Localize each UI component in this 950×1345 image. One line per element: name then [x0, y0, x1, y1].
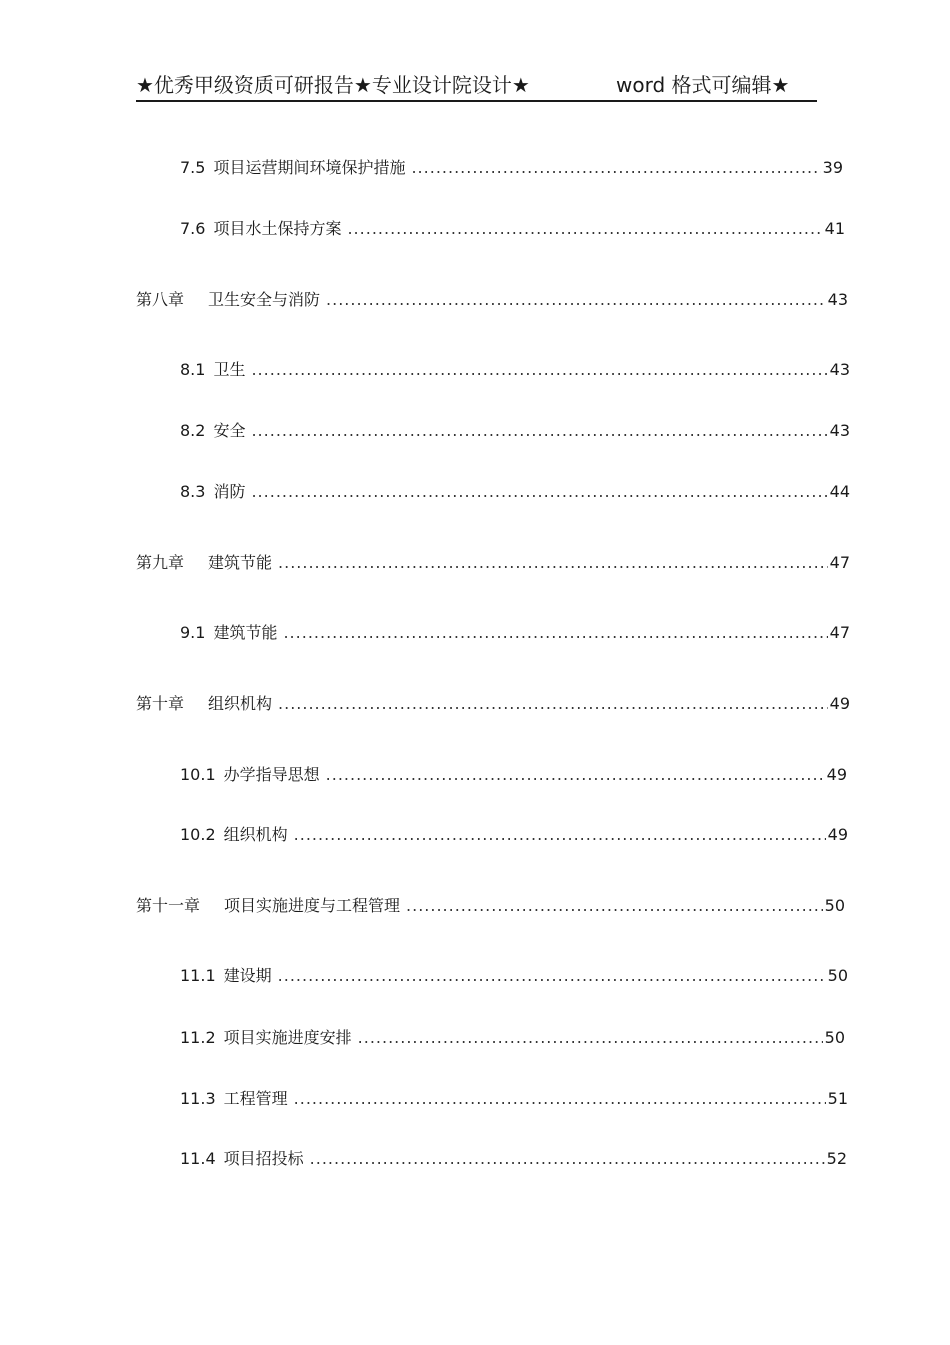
toc-leader-dots [294, 1088, 826, 1110]
toc-number: 11.3 [180, 1089, 216, 1108]
toc-entry-chapter-11[interactable] [136, 895, 845, 917]
toc-page-number: 44 [829, 482, 850, 501]
toc-number: 10.1 [180, 765, 216, 784]
toc-number: 8.1 [180, 360, 206, 379]
toc-number: 8.3 [180, 482, 206, 501]
toc-entry-8-2[interactable] [180, 420, 850, 442]
toc-title: 项目实施进度与工程管理 [224, 896, 401, 915]
toc-page-number: 39 [822, 158, 843, 177]
toc-leader-dots [406, 895, 823, 917]
toc-title: 项目运营期间环境保护措施 [213, 158, 406, 177]
toc-leader-dots [283, 622, 827, 644]
toc-title: 卫生 [213, 360, 246, 379]
toc-entry-11-1[interactable] [180, 965, 848, 987]
toc-number: 第十章 [136, 694, 185, 713]
toc-page-number: 49 [827, 825, 848, 844]
toc-entry-8-3[interactable] [180, 481, 850, 503]
toc-number: 10.2 [180, 825, 216, 844]
toc-title: 安全 [213, 421, 246, 440]
toc-number: 11.2 [180, 1028, 216, 1047]
toc-title: 组织机构 [208, 694, 273, 713]
toc-leader-dots [251, 359, 827, 381]
toc-leader-dots [411, 157, 820, 179]
toc-page-number: 49 [829, 694, 850, 713]
toc-leader-dots [310, 1148, 825, 1170]
toc-entry-chapter-8[interactable] [136, 289, 848, 311]
toc-number: 9.1 [180, 623, 206, 642]
toc-page-number: 47 [829, 553, 850, 572]
toc-leader-dots [358, 1027, 823, 1049]
toc-entry-7-6[interactable] [180, 218, 845, 240]
toc-number: 第八章 [136, 290, 185, 309]
toc-page-number: 47 [829, 623, 850, 642]
toc-number: 第九章 [136, 553, 185, 572]
toc-leader-dots [278, 552, 828, 574]
toc-entry-11-3[interactable] [180, 1088, 848, 1110]
header-right-text: word 格式可编辑★ [616, 73, 790, 97]
toc-title: 项目实施进度安排 [223, 1028, 352, 1047]
toc-entry-chapter-9[interactable] [136, 552, 850, 574]
toc-entry-11-2[interactable] [180, 1027, 845, 1049]
toc-leader-dots [278, 693, 828, 715]
toc-number: 8.2 [180, 421, 206, 440]
header-left-text: ★优秀甲级资质可研报告★专业设计院设计★ [136, 73, 530, 97]
toc-title: 项目水土保持方案 [213, 219, 342, 238]
toc-title: 组织机构 [223, 825, 288, 844]
toc-entry-9-1[interactable] [180, 622, 850, 644]
toc-title: 建筑节能 [208, 553, 273, 572]
toc-leader-dots [251, 420, 827, 442]
toc-entry-10-1[interactable] [180, 764, 847, 786]
toc-page-number: 51 [827, 1089, 848, 1108]
toc-entry-7-5[interactable] [180, 157, 843, 179]
toc-leader-dots [326, 764, 825, 786]
toc-page-number: 43 [829, 360, 850, 379]
toc-leader-dots [326, 289, 826, 311]
toc-leader-dots [347, 218, 822, 240]
toc-number: 7.6 [180, 219, 206, 238]
toc-title: 消防 [213, 482, 246, 501]
toc-leader-dots [294, 824, 826, 846]
toc-leader-dots [278, 965, 826, 987]
toc-title: 卫生安全与消防 [208, 290, 321, 309]
toc-leader-dots [251, 481, 827, 503]
toc-title: 建筑节能 [213, 623, 278, 642]
toc-page-number: 49 [826, 765, 847, 784]
toc-number: 第十一章 [136, 896, 201, 915]
toc-number: 11.4 [180, 1149, 216, 1168]
toc-title: 工程管理 [223, 1089, 288, 1108]
toc-number: 7.5 [180, 158, 206, 177]
toc-page-number: 43 [829, 421, 850, 440]
toc-entry-chapter-10[interactable] [136, 693, 850, 715]
toc-page-number: 43 [827, 290, 848, 309]
toc-title: 办学指导思想 [223, 765, 320, 784]
toc-number: 11.1 [180, 966, 216, 985]
toc-page-number: 41 [824, 219, 845, 238]
toc-entry-8-1[interactable] [180, 359, 850, 381]
toc-page-number: 50 [827, 966, 848, 985]
toc-entry-11-4[interactable] [180, 1148, 847, 1170]
toc-page-number: 50 [824, 1028, 845, 1047]
toc-title: 建设期 [223, 966, 272, 985]
toc-page-number: 52 [826, 1149, 847, 1168]
toc-entry-10-2[interactable] [180, 824, 848, 846]
toc-title: 项目招投标 [223, 1149, 304, 1168]
toc-page-number: 50 [824, 896, 845, 915]
